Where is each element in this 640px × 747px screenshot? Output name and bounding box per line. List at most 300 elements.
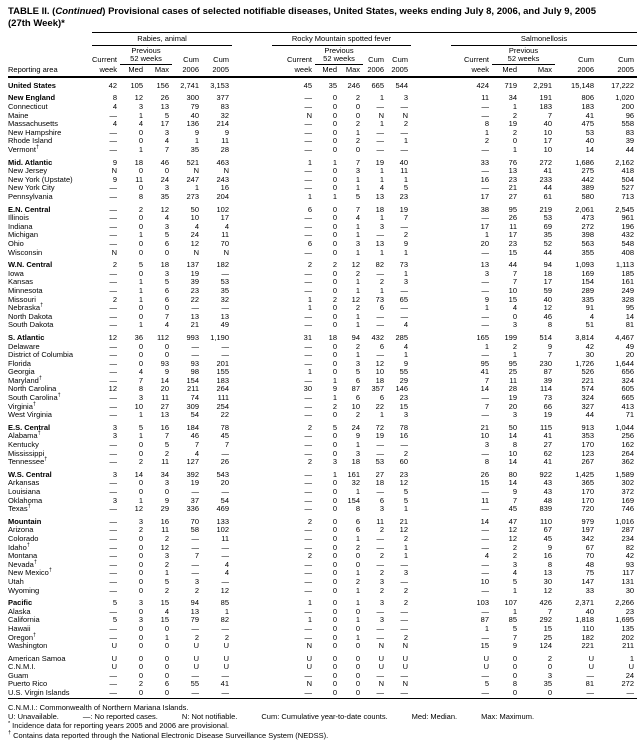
value-cell: — [376,487,384,496]
value-cell: 230 [539,358,552,368]
value-cell: N [193,166,199,176]
value-cell: 0 [355,641,360,651]
column-gap [411,450,451,459]
max-label: Max [340,64,363,77]
value-cell: 14 [625,311,635,321]
table-row [8,103,637,112]
value-cell: — [221,303,229,313]
footnote-star-text: Incidence data for reporting years 2005 and 2006 are provisional. [12,721,229,731]
column-gap [411,479,451,488]
value-cell: 1,589 [615,469,635,479]
value-cell: 183 [539,102,552,112]
value-cell: 82 [625,542,635,552]
value-cell: 4 [379,183,384,193]
value-cell: — [586,670,594,680]
value-cell: N [306,641,312,651]
header-spacer [92,45,120,55]
reporting-area-cell: Nevada† [8,559,37,569]
value-cell: 6 [355,375,360,385]
value-cell: — [376,448,384,458]
column-gap [232,488,272,497]
value-cell: — [221,268,229,278]
value-cell: 7 [512,277,517,287]
column-gap [232,240,272,249]
value-cell: 31 [303,332,312,342]
value-cell: 432 [621,230,635,240]
value-cell: 5 [512,576,517,586]
value-cell: 0 [332,166,337,176]
week-label: week [272,64,315,77]
column-gap [232,103,272,112]
column-gap [232,313,272,322]
value-cell: 41 [220,679,229,689]
value-cell: 8 [484,119,489,129]
reporting-area-cell: Wyoming [8,585,40,595]
value-cell: 161 [347,469,360,479]
table-row [8,155,637,168]
table-row [8,77,637,91]
value-cell: 94 [543,260,552,270]
table-row [8,304,637,313]
value-cell: 272 [621,679,635,689]
value-cell: 1 [355,127,360,137]
value-cell: 0 [332,504,337,514]
value-cell: 3 [403,93,408,103]
value-cell: 4 [355,213,360,223]
value-cell: 53 [220,277,229,287]
value-cell: 521 [186,157,199,167]
column-gap [232,672,272,681]
column-gap [232,450,272,459]
column-gap [411,505,451,514]
value-cell: — [109,457,117,467]
value-cell: 0 [512,688,517,698]
value-cell: — [221,448,229,458]
value-cell: 9 [355,431,360,441]
value-cell: 3 [379,598,384,608]
value-cell: 3 [484,268,489,278]
value-cell: — [481,559,489,569]
value-cell: 14 [508,457,517,467]
value-cell: — [191,623,199,633]
value-cell: 46 [160,157,169,167]
column-gap [232,535,272,544]
column-gap [411,112,451,121]
value-cell: 0 [164,688,169,698]
column-gap [411,432,451,441]
value-cell: 7 [547,110,552,120]
value-cell: 3 [164,221,169,231]
value-cell: 442 [581,174,594,184]
value-cell: 7 [403,213,408,223]
value-cell: 95 [480,358,489,368]
column-gap [232,608,272,617]
value-cell: 0 [547,688,552,698]
value-cell: — [109,110,117,120]
value-cell: 1 [355,487,360,496]
value-cell: N [378,641,384,651]
value-cell: 1 [194,136,199,146]
value-cell: — [191,487,199,496]
value-cell: 247 [186,174,199,184]
value-cell: 3 [379,576,384,586]
value-cell: 111 [217,393,229,403]
value-cell: 49 [220,320,229,330]
column-gap [411,663,451,672]
reporting-area-cell: South Dakota [8,320,54,330]
value-cell: 45 [508,504,517,514]
footnote-marker: † [27,503,31,510]
value-cell: 14 [508,478,517,488]
value-cell: 0 [332,358,337,368]
value-cell: 95 [508,358,517,368]
group-rocky-mountain-spotted-fever: Rocky Mountain spotted fever [272,33,411,46]
value-cell: 2 [307,457,312,467]
value-cell: 42 [108,80,117,90]
value-cell: — [304,606,312,616]
value-cell: 1 [355,277,360,287]
value-cell: 7 [224,440,229,450]
value-cell: 3 [138,615,143,625]
value-cell: 0 [332,615,337,625]
value-cell: 40 [585,606,594,616]
reporting-area-cell: Mississippi [8,448,45,458]
value-cell: 0 [332,277,337,287]
column-gap [232,214,272,223]
reporting-area-cell: Indiana [8,221,33,231]
value-cell: 11 [481,495,489,505]
value-cell: 8 [512,440,517,450]
table-row [8,287,637,296]
value-cell: 324 [621,375,635,385]
value-cell: 1 [307,192,312,201]
value-cell: 47 [508,516,517,526]
value-cell: 1 [355,440,360,450]
value-cell: — [481,320,489,330]
value-cell: 27 [508,192,517,201]
value-cell: 5 [138,422,143,432]
reporting-area-cell: North Dakota [8,311,53,321]
column-gap [411,90,451,103]
value-cell: N [402,110,408,120]
value-cell: 197 [581,525,594,535]
column-gap [411,129,451,138]
value-cell: 5 [164,576,169,586]
value-cell: 34 [508,93,517,103]
value-cell: — [400,285,408,295]
value-cell: 70 [585,551,594,561]
value-cell: — [304,448,312,458]
column-gap [232,321,272,330]
column-gap [411,642,451,651]
column-gap [232,155,272,168]
value-cell: — [109,268,117,278]
value-cell: 4 [194,448,199,458]
header-spacer [387,45,411,55]
value-cell: 14 [480,384,489,394]
column-gap [232,595,272,608]
value-cell: 272 [539,157,552,167]
value-cell: — [481,350,489,360]
value-cell: 328 [621,294,635,304]
value-cell: 4 [403,341,408,351]
value-cell: 0 [332,448,337,458]
value-cell: 12 [160,542,169,552]
value-cell: 0 [138,576,143,586]
value-cell: 264 [621,448,635,458]
value-cell: 52 [543,238,552,248]
value-cell: 10 [134,401,143,411]
value-cell: 2 [379,568,384,578]
value-cell: 22 [190,294,199,304]
value-cell: 11 [221,136,229,146]
value-cell: 2 [512,110,517,120]
value-cell: 0 [547,662,552,672]
value-cell: 19 [508,393,517,403]
legend-item: U: Unavailable. [8,711,59,721]
value-cell: 2 [403,533,408,543]
value-cell: 0 [332,119,337,129]
column-gap [411,296,451,305]
value-cell: 1 [332,469,337,479]
value-cell: 3 [164,183,169,193]
table-row [8,120,637,129]
value-cell: 8 [138,192,143,201]
reporting-area-cell: Kentucky [8,440,39,450]
value-cell: 0 [138,247,143,257]
value-cell: 574 [581,384,594,394]
value-cell: 0 [332,102,337,112]
value-cell: 78 [399,422,408,432]
value-cell: 1 [138,294,143,304]
value-cell: 0 [332,623,337,633]
reporting-area-cell: Minnesota [8,285,43,295]
reporting-area-cell: Wisconsin [8,247,43,257]
value-cell: 273 [186,192,199,201]
column-gap [232,351,272,360]
value-cell: — [376,102,384,112]
value-cell: 95 [625,303,635,313]
value-cell: 43 [543,478,552,488]
column-gap [411,672,451,681]
value-cell: U [483,653,489,663]
value-cell: 1 [138,110,143,120]
value-cell: 9 [403,358,408,368]
value-cell: 7 [484,375,489,385]
value-cell: 10 [480,576,489,586]
value-cell: — [191,542,199,552]
table-row [8,526,637,535]
value-cell: — [376,559,384,569]
header-spacer [272,45,315,55]
column-gap [411,616,451,625]
value-cell: 0 [332,495,337,505]
value-cell: 93 [190,358,199,368]
value-cell: 15 [160,615,169,625]
value-cell: 0 [355,110,360,120]
value-cell: 1 [138,431,143,441]
value-cell: U [588,653,594,663]
value-cell: 300 [186,93,199,103]
value-cell: 44 [543,247,552,257]
value-cell: 2 [194,585,199,595]
column-gap [411,120,451,129]
value-cell: — [304,311,312,321]
value-cell: 117 [622,568,635,578]
value-cell: — [376,632,384,642]
value-cell: 9 [484,294,489,304]
value-cell: 327 [581,401,594,411]
column-gap [232,569,272,578]
value-cell: 67 [585,542,594,552]
value-cell: 6 [379,303,384,313]
value-cell: 28 [220,145,229,155]
value-cell: 0 [332,367,337,377]
column-gap [232,385,272,394]
table-row [8,587,637,596]
value-cell: 1 [379,119,384,129]
value-cell: 18 [134,157,143,167]
column-gap [232,45,272,55]
value-cell: 16 [480,174,489,184]
header-spacer [451,45,492,55]
column-gap [411,458,451,467]
value-cell: — [109,568,117,578]
value-cell: 44 [543,183,552,193]
value-cell: — [304,542,312,552]
value-cell: 4 [224,559,229,569]
value-cell: 272 [581,221,594,231]
value-cell: 95 [508,204,517,214]
reporting-area-cell: South Carolina† [8,392,61,403]
value-cell: 656 [621,367,635,377]
value-cell: — [109,448,117,458]
value-cell: 9 [164,495,169,505]
value-cell: — [304,285,312,295]
value-cell: 0 [164,662,169,672]
value-cell: 7 [194,440,199,450]
value-cell: 1 [355,247,360,257]
value-cell: 2 [484,136,489,146]
value-cell: 0 [355,662,360,672]
value-cell: 0 [138,632,143,642]
header-spacer [555,45,597,55]
value-cell: — [191,568,199,578]
reporting-area-cell: Massachusetts [8,119,59,129]
column-gap [232,587,272,596]
value-cell: 2 [403,448,408,458]
header-spacer [8,33,92,46]
value-cell: 42 [585,341,594,351]
value-cell: 39 [190,277,199,287]
value-cell: — [304,568,312,578]
table-row [8,146,637,155]
reporting-area-cell: New Jersey [8,166,48,176]
value-cell: 18 [543,268,552,278]
value-cell: 2 [307,422,312,432]
value-cell: 2 [307,260,312,270]
table-row [8,467,637,480]
value-cell: 1 [403,350,408,360]
value-cell: 10 [508,448,517,458]
value-cell: — [304,410,312,420]
value-cell: 1 [138,285,143,295]
footnote-dagger-text: Contains data reported through the National Electronic Disease Surveillance System (NEDSS). [13,730,329,740]
value-cell: 11 [221,533,229,543]
legend-item: N: Not notifiable. [181,711,238,721]
value-cell: 76 [508,157,517,167]
table-row [8,479,637,488]
value-cell: — [109,277,117,287]
value-cell: 110 [582,623,594,633]
value-cell: 9 [512,641,517,651]
value-cell: 0 [332,585,337,595]
value-cell: — [481,688,489,698]
value-cell: 7 [138,375,143,385]
value-cell: 2 [307,516,312,526]
reporting-area-cell: Texas† [8,503,31,514]
region-group [8,514,637,595]
week-label: week [92,64,120,77]
value-cell: 1 [403,174,408,184]
column-gap [411,137,451,146]
value-cell: 83 [625,127,635,137]
value-cell: 25 [543,632,552,642]
table-row [8,257,637,270]
value-cell: — [481,632,489,642]
column-gap [232,270,272,279]
value-cell: 0 [512,662,517,672]
value-cell: 2 [332,260,337,270]
column-gap [232,420,272,433]
year-2006-label: 2006 [555,64,597,77]
value-cell: 1 [379,174,384,184]
value-cell: 29 [160,504,169,514]
current-label: Current [286,54,312,64]
value-cell: 3 [512,320,517,330]
value-cell: — [109,559,117,569]
star-marker: * [8,720,11,727]
value-cell: 91 [585,303,594,313]
footnote-marker: † [40,302,44,309]
value-cell: 36 [134,332,143,342]
value-cell: — [109,679,117,689]
value-cell: 0 [355,559,360,569]
value-cell: 0 [512,311,517,321]
table-row [8,689,637,698]
value-cell: 2 [164,533,169,543]
value-cell: 2 [138,679,143,689]
value-cell: 10 [480,431,489,441]
value-cell: 35 [190,145,199,155]
value-cell: 1 [512,606,517,616]
value-cell: U [193,653,199,663]
value-cell: U [193,662,199,672]
value-cell: 0 [332,516,337,526]
footnote-marker: † [32,401,36,408]
value-cell: 27 [375,469,384,479]
footnote-cnmi: C.N.M.I.: Commonwealth of Northern Mariana Islands. [8,702,189,712]
value-cell: 98 [190,367,199,377]
value-cell: — [400,576,408,586]
value-cell: 372 [621,487,635,496]
table-row [8,514,637,527]
value-cell: 5 [355,192,360,201]
value-cell: 1 [355,632,360,642]
value-cell: 0 [332,183,337,193]
value-cell: 80 [508,469,517,479]
year-2005-label: 2005 [202,64,232,77]
